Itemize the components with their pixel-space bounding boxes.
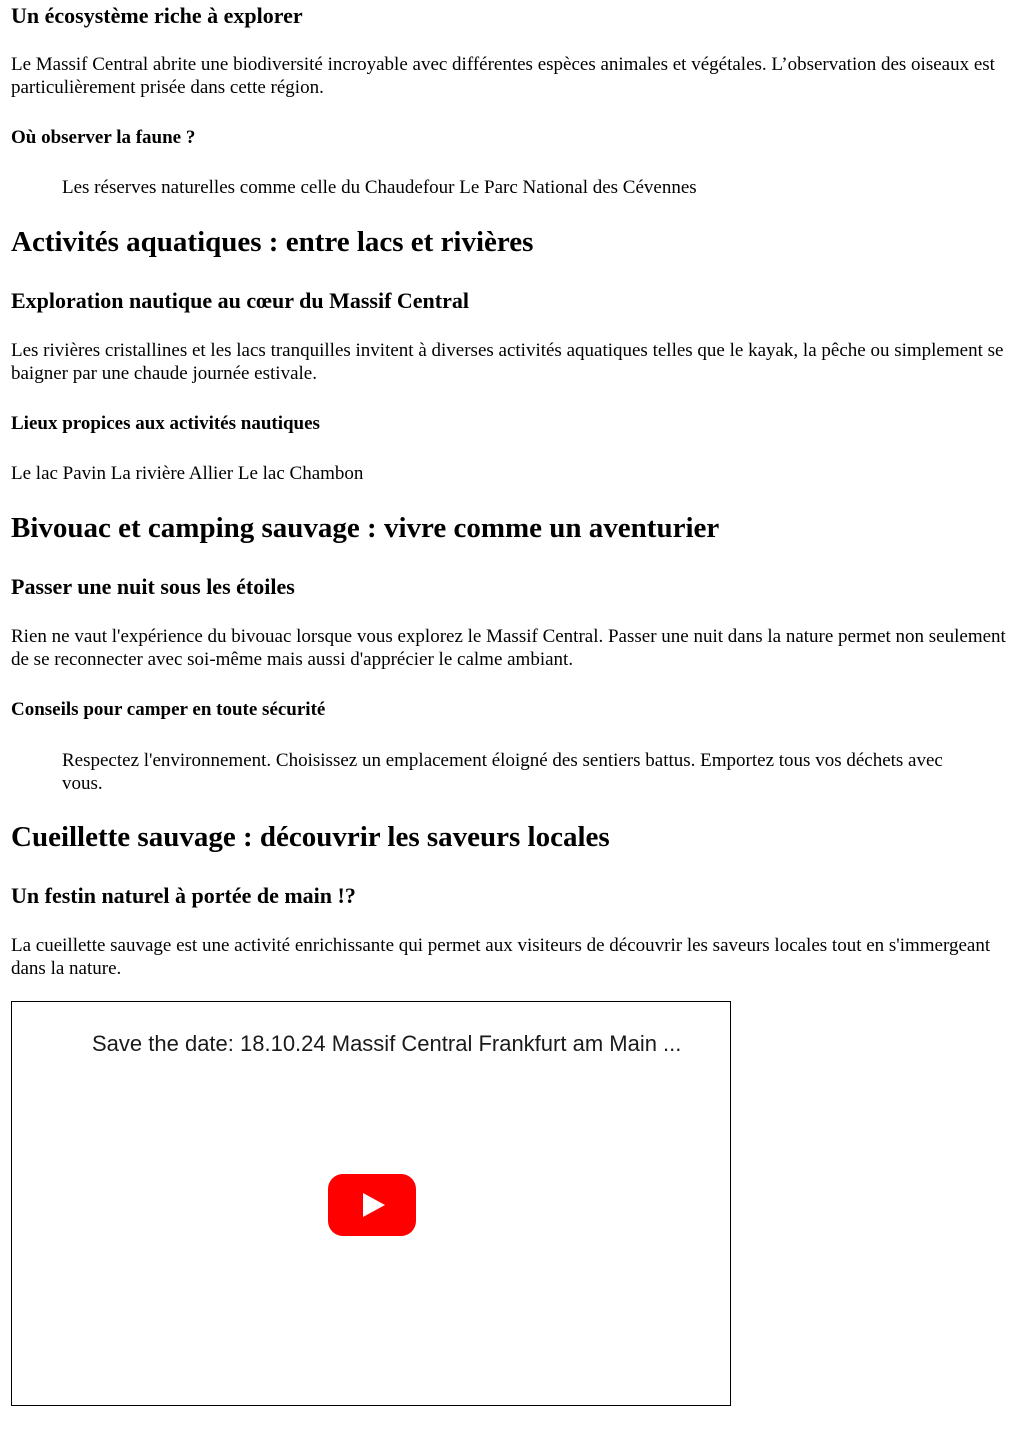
youtube-play-icon[interactable] <box>328 1174 416 1236</box>
paragraph: La cueillette sauvage est une activité enrichissante qui permet aux visiteurs de découvrir les saveurs locales tout en s'immergeant dans la nature. <box>11 935 991 979</box>
subheading: Conseils pour camper en toute sécurité <box>11 699 326 720</box>
video-title[interactable]: Save the date: 18.10.24 Massif Central Frankfurt am Main ... <box>92 1031 682 1056</box>
paragraph: Rien ne vaut l'expérience du bivouac lorsque vous explorez le Massif Central. Passer une nuit dans la nature permet non seulement de se reconnecter avec soi-même mais aussi d'apprécier le calme ambiant. <box>11 626 1006 670</box>
section-heading: Un écosystème riche à explorer <box>11 3 303 28</box>
list: Respectez l'environnement. Choisissez un emplacement éloigné des sentiers battus. Emportez tous vos déchets avec vous. <box>62 750 943 794</box>
video-embed[interactable] <box>11 1001 731 1406</box>
section-title: Activités aquatiques : entre lacs et rivières <box>11 226 534 258</box>
paragraph: Les rivières cristallines et les lacs tranquilles invitent à diverses activités aquatiques telles que le kayak, la pêche ou simplement se baigner par une chaude journée estivale. <box>11 340 1004 384</box>
section-title: Cueillette sauvage : découvrir les saveurs locales <box>11 821 610 853</box>
section-heading: Un festin naturel à portée de main !? <box>11 883 356 908</box>
list: Les réserves naturelles comme celle du Chaudefour Le Parc National des Cévennes <box>62 177 697 198</box>
list: Le lac Pavin La rivière Allier Le lac Chambon <box>11 463 364 484</box>
section-heading: Exploration nautique au cœur du Massif Central <box>11 288 469 313</box>
subheading: Où observer la faune ? <box>11 127 196 148</box>
subheading: Lieux propices aux activités nautiques <box>11 413 320 434</box>
section-title: Bivouac et camping sauvage : vivre comme un aventurier <box>11 512 720 544</box>
paragraph: Le Massif Central abrite une biodiversité incroyable avec différentes espèces animales et végétales. L’observation des oiseaux est particulièrement prisée dans cette région. <box>11 54 995 98</box>
section-heading: Passer une nuit sous les étoiles <box>11 574 295 599</box>
